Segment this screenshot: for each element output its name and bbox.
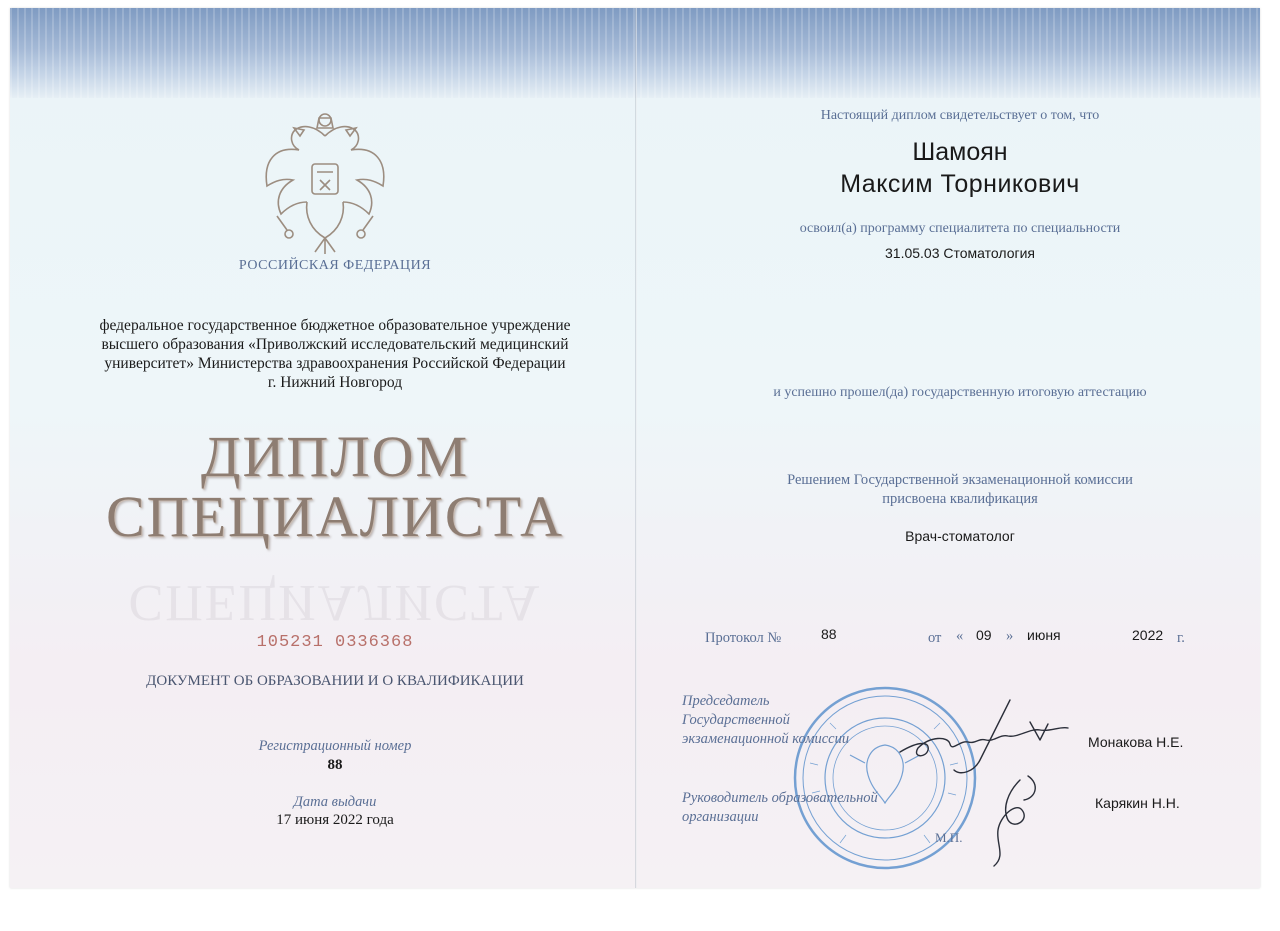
head-label [682,789,878,827]
diploma [10,8,1260,888]
issue-date: 17 июня 2022 года [276,812,394,828]
organization-line: высшего образования «Приволжский исследовательский медицинский [101,336,569,353]
intro-text: Настоящий диплом свидетельствует о том, что [820,108,1100,123]
specialty: 31.05.03 Стоматология [885,245,1035,261]
protocol-number: 88 [821,626,837,642]
organization-line: федеральное государственное бюджетное образовательное учреждение [99,317,571,334]
decision-line: присвоена квалификация [882,491,1038,507]
registration-number: 88 [327,757,343,773]
organization-line: университет» Министерства здравоохранения Российской Федерации [104,355,566,372]
issue-date-label: Дата выдачи [293,794,377,810]
chairman-label-line: экзаменационной комиссии [682,731,850,747]
stamp-place-label: М.П. [935,830,963,845]
chairman-name: Монакова Н.Е. [1088,734,1184,750]
organization-name [50,316,620,392]
coat-of-arms-icon [255,106,395,256]
quote-close: » [1006,628,1014,644]
program-text: освоил(а) программу специалитета по специальности [799,221,1121,236]
head-label-line: Руководитель образовательной [682,790,878,806]
attestation-text: и успешно прошел(да) государственную итоговую аттестацию [773,385,1147,400]
chairman-label-line: Государственной [682,712,790,728]
document-type: ДОКУМЕНТ ОБ ОБРАЗОВАНИИ И О КВАЛИФИКАЦИИ [146,673,524,689]
registration-label: Регистрационный номер [258,738,412,754]
head-name: Карякин Н.Н. [1095,795,1180,811]
country-label: РОССИЙСКАЯ ФЕДЕРАЦИЯ [238,258,432,273]
quote-open: « [956,628,964,644]
signature-icon [890,680,1090,870]
qualification: Врач-стоматолог [905,528,1015,544]
diploma-title-line2: СПЕЦИАЛИСТА [106,484,564,549]
organization-city: г. Нижний Новгород [267,374,403,391]
chairman-label [682,692,849,749]
commission-decision [700,471,1220,509]
protocol-day: 09 [976,627,992,643]
graduate-given-names: Максим Торникович [840,170,1080,198]
serial-number: 105231 0336368 [256,633,414,652]
protocol-from-label: от [928,630,942,646]
chairman-label-line: Председатель [682,693,770,709]
protocol-label: Протокол № [705,630,782,646]
title-offset-print: СПЕЦИАЛИСТА [128,574,542,631]
protocol-year: 2022 [1132,627,1164,643]
decision-line: Решением Государственной экзаменационной комиссии [787,472,1133,488]
year-suffix: г. [1177,630,1185,646]
head-label-line: организации [682,809,759,825]
protocol-month: июня [1027,627,1061,643]
diploma-title-line1: ДИПЛОМ [200,424,470,489]
graduate-surname: Шамоян [912,138,1008,166]
page-fold [635,8,637,888]
